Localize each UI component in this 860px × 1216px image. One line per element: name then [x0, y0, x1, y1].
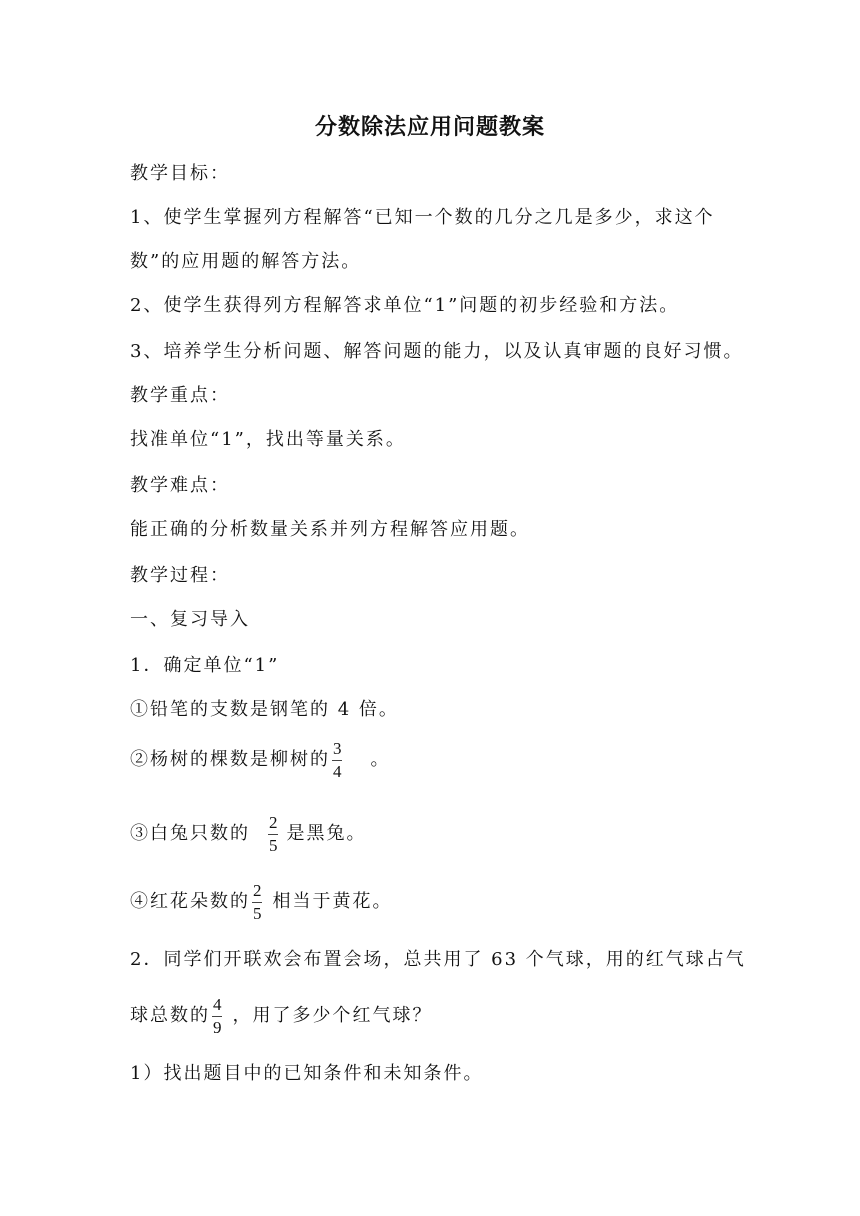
fraction-numerator: 4 — [213, 994, 222, 1014]
key-points-text: 找准单位“1”，找出等量关系。 — [130, 429, 406, 450]
objectives-heading: 教学目标： — [130, 163, 230, 184]
fraction-numerator: 2 — [269, 812, 278, 832]
fraction-2-5-a — [268, 813, 279, 856]
sub-item-2-suffix: 。 — [370, 749, 391, 770]
fraction-4-9 — [212, 995, 223, 1038]
objective-2: 2、使学生获得列方程解答求单位“1”问题的初步经验和方法。 — [130, 295, 680, 316]
fraction-bar — [332, 760, 342, 761]
item-2-line-2-suffix: ，用了多少个红气球？ — [232, 1005, 433, 1026]
sub-item-3-prefix: ③白兔只数的 — [130, 823, 250, 844]
fraction-denominator: 4 — [333, 761, 342, 781]
sub-item-2 — [130, 732, 391, 788]
fraction-bar — [268, 834, 278, 835]
item-1-unit-one: 1．确定单位“1” — [130, 655, 280, 676]
key-points-heading: 教学重点： — [130, 385, 230, 406]
fraction-numerator: 2 — [253, 880, 262, 900]
sub-item-3 — [130, 806, 367, 862]
process-heading: 教学过程： — [130, 565, 230, 586]
sub-item-4 — [130, 874, 393, 930]
item-2-line-1: 2．同学们开联欢会布置会场，总共用了 63 个气球，用的红气球占气 — [130, 949, 746, 970]
sub-item-4-suffix: 相当于黄花。 — [272, 891, 393, 912]
fraction-denominator: 5 — [269, 835, 278, 855]
section-review-intro: 一、复习导入 — [130, 609, 250, 630]
objective-1-line-2: 数”的应用题的解答方法。 — [130, 251, 362, 272]
step-1: 1）找出题目中的已知条件和未知条件。 — [130, 1063, 484, 1084]
difficulty-heading: 教学难点： — [130, 475, 230, 496]
difficulty-text: 能正确的分析数量关系并列方程解答应用题。 — [130, 519, 530, 540]
sub-item-2-prefix: ②杨树的棵数是柳树的 — [130, 749, 330, 770]
document-title: 分数除法应用问题教案 — [314, 115, 545, 140]
sub-item-3-suffix: 是黑兔。 — [286, 823, 367, 844]
item-2-line-2 — [130, 988, 433, 1044]
item-2-line-2-prefix: 球总数的 — [130, 1005, 210, 1026]
fraction-bar — [252, 902, 262, 903]
fraction-2-5-b — [252, 881, 263, 924]
fraction-bar — [212, 1016, 222, 1017]
objective-1-line-1: 1、使学生掌握列方程解答“已知一个数的几分之几是多少，求这个 — [130, 207, 715, 228]
fraction-denominator: 5 — [253, 903, 262, 923]
sub-item-4-prefix: ④红花朵数的 — [130, 891, 250, 912]
fraction-denominator: 9 — [213, 1017, 222, 1037]
fraction-numerator: 3 — [333, 738, 342, 758]
objective-3: 3、培养学生分析问题、解答问题的能力，以及认真审题的良好习惯。 — [130, 341, 744, 362]
fraction-3-4 — [332, 739, 343, 782]
sub-item-1: ①铅笔的支数是钢笔的 4 倍。 — [130, 699, 399, 720]
